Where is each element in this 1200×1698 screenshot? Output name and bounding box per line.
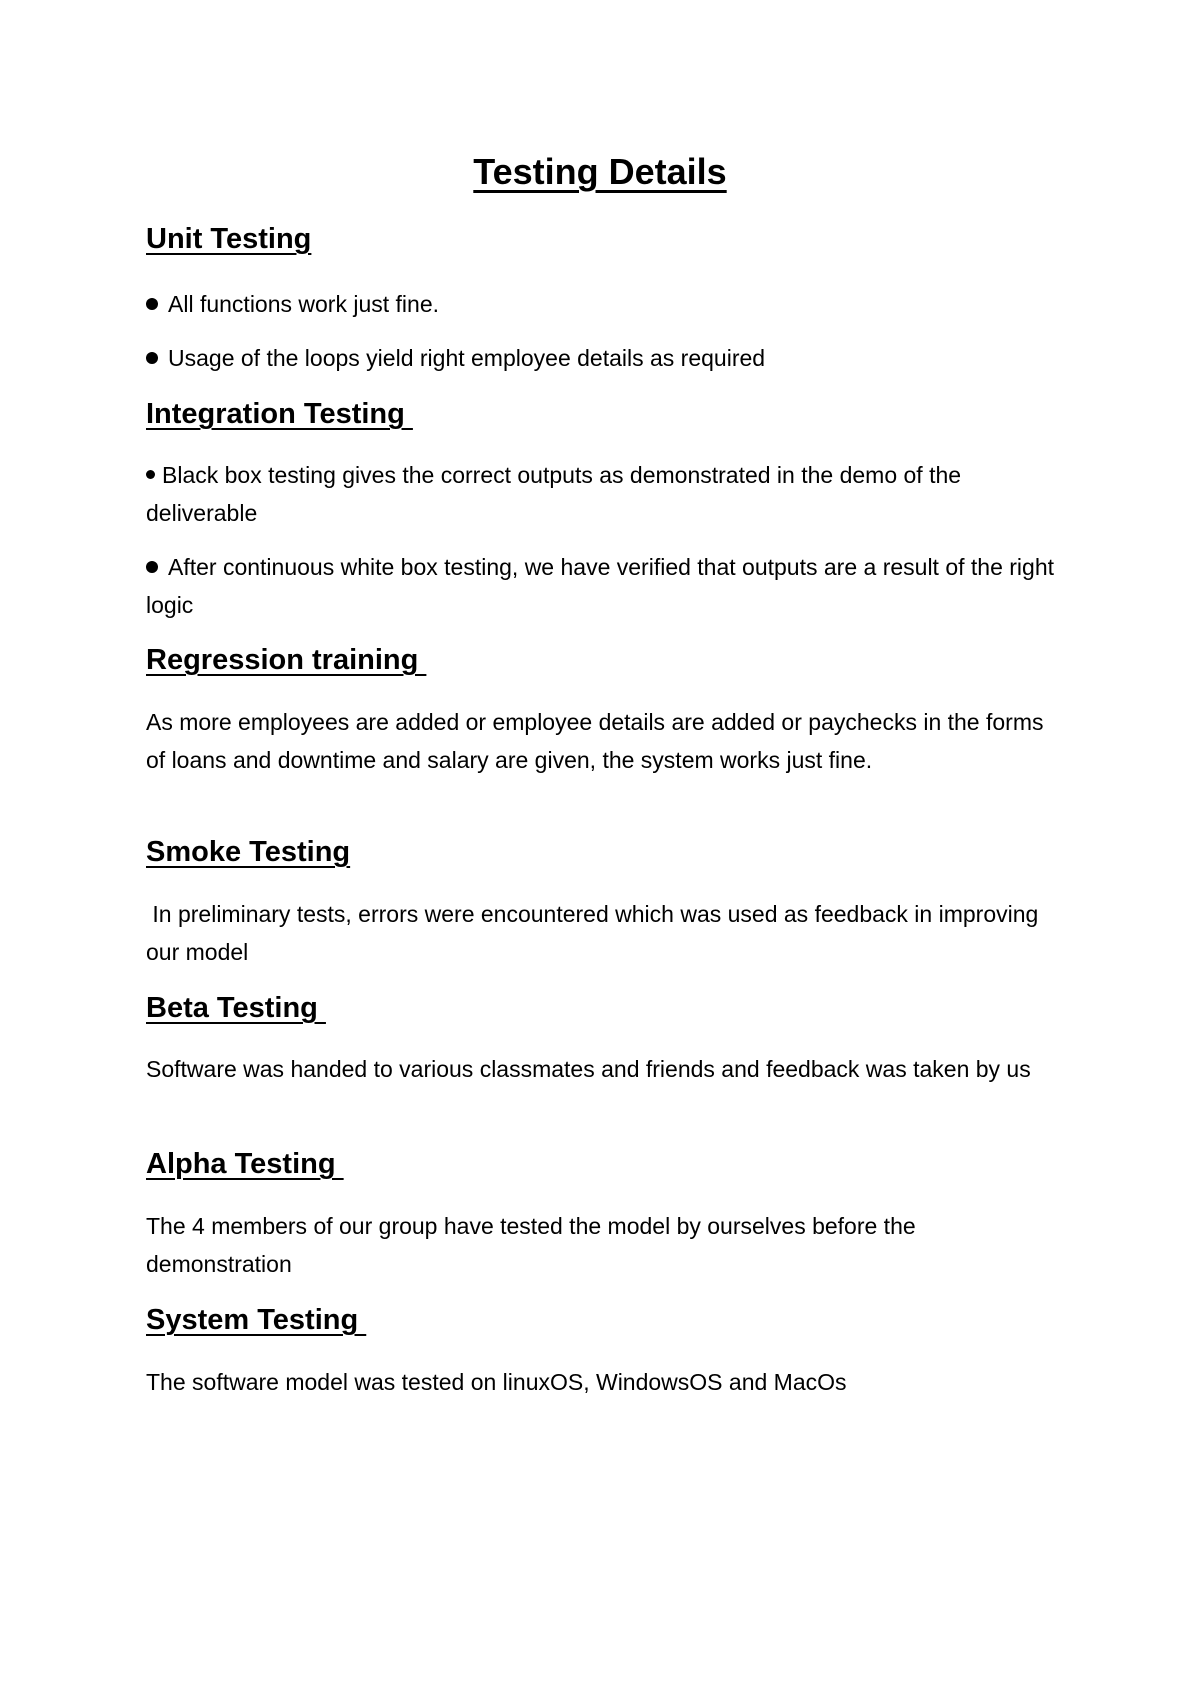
section-text-smoke-testing: In preliminary tests, errors were encountered which was used as feedback in improving our model (146, 901, 1045, 965)
section-heading-unit-testing: Unit Testing (146, 223, 312, 255)
bullet-icon (146, 561, 158, 573)
bullet-icon (146, 470, 155, 479)
list-item-text: Black box testing gives the correct outputs as demonstrated in the demo of the deliverable (146, 462, 962, 526)
list-item (146, 456, 1066, 532)
section-heading-system-testing: System Testing (146, 1304, 367, 1336)
section-heading-integration-testing: Integration Testing (146, 398, 413, 430)
section-heading-regression-training: Regression training (146, 644, 427, 676)
list-item-text: All functions work just fine. (168, 291, 440, 317)
bullet-icon (146, 298, 158, 310)
list-item (146, 285, 1066, 323)
list-item (146, 548, 1066, 624)
list-item (146, 339, 1066, 377)
section-text-beta-testing: Software was handed to various classmates and friends and feedback was taken by us (146, 1056, 1031, 1082)
section-heading-beta-testing: Beta Testing (146, 992, 326, 1024)
document-title: Testing Details (473, 151, 727, 192)
list-item-text: Usage of the loops yield right employee details as required (168, 345, 766, 371)
section-text-system-testing: The software model was tested on linuxOS, WindowsOS and MacOs (146, 1369, 847, 1395)
list-item-text: After continuous white box testing, we have verified that outputs are a result of the right logic (146, 554, 1055, 618)
section-heading-alpha-testing: Alpha Testing (146, 1148, 344, 1180)
section-heading-smoke-testing: Smoke Testing (146, 836, 351, 868)
section-text-alpha-testing: The 4 members of our group have tested the model by ourselves before the demonstration (146, 1213, 916, 1277)
bullet-icon (146, 352, 158, 364)
section-text-regression-training: As more employees are added or employee details are added or paychecks in the forms of loans and downtime and salary are given, the system works just fine. (146, 709, 1044, 773)
